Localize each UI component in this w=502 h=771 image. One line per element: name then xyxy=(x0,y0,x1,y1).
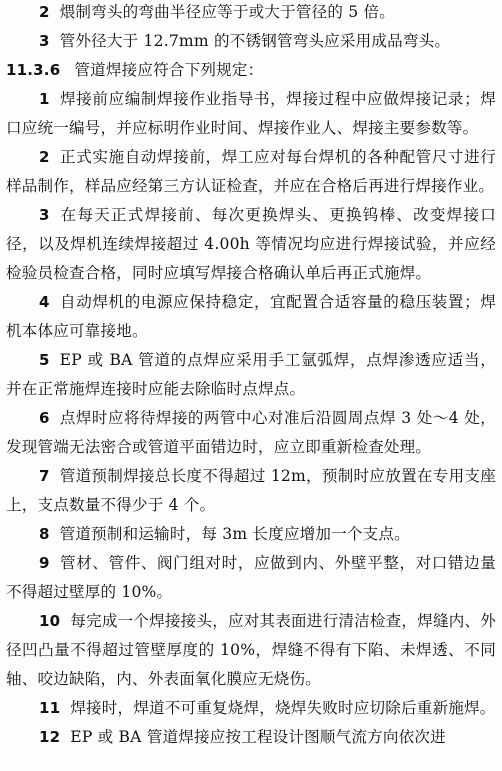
clause-text: EP 或 BA 管道的点焊应采用手工氩弧焊，点焊渗透应适当，并在正常施焊连接时应能去除临时点焊点。 xyxy=(6,351,496,399)
clause-item-11 xyxy=(6,694,496,723)
clause-number: 6 xyxy=(39,409,50,427)
section-heading xyxy=(6,56,496,85)
clause-item-9 xyxy=(6,549,496,607)
clause-number: 2 xyxy=(39,3,50,21)
clause-number: 9 xyxy=(39,554,50,572)
section-number: 11.3.6 xyxy=(6,61,61,79)
clause-text: 管道预制和运输时，每 3m 长度应增加一个支点。 xyxy=(59,525,410,543)
clause-text: 焊接前应编制焊接作业指导书，焊接过程中应做焊接记录；焊口应统一编号，并应标明作业时间、焊接作业人、焊接主要参数等。 xyxy=(6,90,496,138)
clause-item-7 xyxy=(6,462,496,520)
clause-number: 12 xyxy=(39,728,61,746)
clause-text: 正式实施自动焊接前，焊工应对每台焊机的各种配管尺寸进行样品制作，样品应经第三方认证检查，并应在合格后再进行焊接作业。 xyxy=(6,148,496,196)
clause-item-1 xyxy=(6,85,496,143)
clause-number: 5 xyxy=(39,351,50,369)
clause-number: 11 xyxy=(39,699,61,717)
clause-number: 8 xyxy=(39,525,50,543)
clause-item-8 xyxy=(6,520,496,549)
clause-item-6 xyxy=(6,404,496,462)
clause-number: 10 xyxy=(39,612,61,630)
clause-text: 管外径大于 12.7mm 的不锈钢管弯头应采用成品弯头。 xyxy=(59,32,451,50)
clause-item-10 xyxy=(6,607,496,694)
clause-text: 焊接时，焊道不可重复烧焊，烧焊失败时应切除后重新施焊。 xyxy=(70,699,496,717)
clause-item-4 xyxy=(6,288,496,346)
clause-number: 4 xyxy=(39,293,50,311)
clause-number: 3 xyxy=(39,32,50,50)
clause-text: 煨制弯头的弯曲半径应等于或大于管径的 5 倍。 xyxy=(59,3,395,21)
clause-number: 2 xyxy=(39,148,50,166)
section-title: 管道焊接应符合下列规定： xyxy=(74,61,264,79)
clause-text: 管材、管件、阀门组对时，应做到内、外壁平整，对口错边量不得超过壁厚的 10%。 xyxy=(6,554,496,602)
clause-item-2 xyxy=(6,0,496,27)
clause-number: 1 xyxy=(39,90,50,108)
clause-text: 自动焊机的电源应保持稳定，宜配置合适容量的稳压装置；焊机本体应可靠接地。 xyxy=(6,293,496,341)
clause-text: 点焊时应将待焊接的两管中心对准后沿圆周点焊 3 处～4 处，发现管端无法密合或管道平面错边时，应立即重新检查处理。 xyxy=(6,409,496,457)
clause-item-5 xyxy=(6,346,496,404)
clause-number: 7 xyxy=(39,467,50,485)
clause-text: 每完成一个焊接接头，应对其表面进行清洁检查，焊缝内、外径凹凸量不得超过管壁厚度的 10%，焊缝不得有下陷、未焊透、不同轴、咬边缺陷，内、外表面氧化膜应无烧伤。 xyxy=(6,612,496,689)
clause-item-2 xyxy=(6,143,496,201)
clause-number: 3 xyxy=(39,206,50,224)
clause-text: EP 或 BA 管道焊接应按工程设计图顺气流方向依次进 xyxy=(70,728,446,746)
clause-text: 在每天正式焊接前、每次更换焊头、更换钨棒、改变焊接口径，以及焊机连续焊接超过 4.00h 等情况均应进行焊接试验，并应经检验员检查合格，同时应填写焊接合格确认单后再正式施焊。 xyxy=(6,206,496,283)
clause-item-3 xyxy=(6,27,496,56)
clause-item-3 xyxy=(6,201,496,288)
clause-item-12 xyxy=(6,723,496,752)
clause-text: 管道预制焊接总长度不得超过 12m，预制时应放置在专用支座上，支点数量不得少于 4 个。 xyxy=(6,467,496,515)
